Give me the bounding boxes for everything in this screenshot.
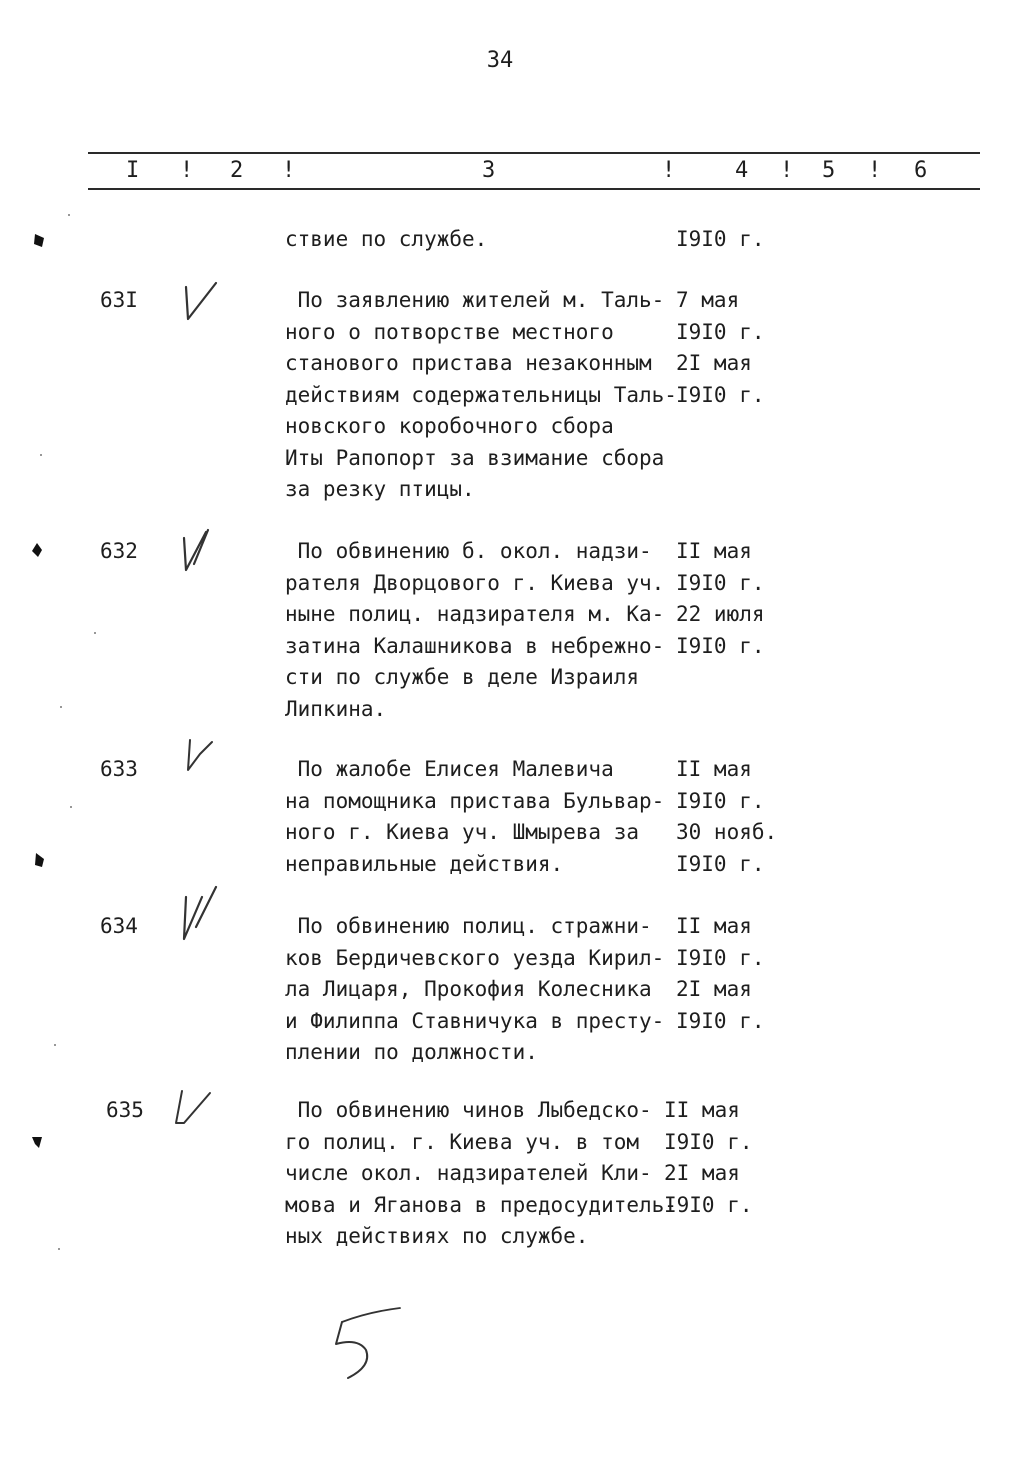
column-header-3: 3	[482, 158, 496, 183]
description-line: По обвинению б. окол. надзи-	[285, 539, 652, 563]
continuation-description	[285, 224, 685, 256]
file-number: 635	[106, 1098, 144, 1122]
description-line: рателя Дворцового г. Киева уч.	[285, 570, 665, 595]
date-line: 30 нояб.	[676, 820, 778, 844]
column-separator: !	[780, 158, 794, 183]
description-line: ных действиях по службе.	[285, 1224, 589, 1248]
page-number: 34	[486, 48, 514, 73]
file-dates	[676, 536, 765, 662]
date-line: I9I0 г.	[676, 319, 765, 344]
header-rule-bottom	[88, 188, 980, 190]
date-line: 7 мая	[676, 288, 740, 312]
date-line: I9I0 г.	[676, 570, 765, 595]
description-line: станового пристава незаконным	[285, 351, 652, 375]
check-mark-icon	[172, 524, 220, 576]
description-line: ствие по службе.	[285, 227, 488, 251]
date-line: I9I0 г.	[676, 382, 765, 407]
date-line: I9I0 г.	[676, 633, 765, 658]
description-line: По заявлению жителей м. Таль-	[285, 288, 665, 312]
description-line: неправильные действия.	[285, 851, 564, 876]
file-description	[285, 285, 685, 506]
file-dates	[676, 285, 765, 411]
description-line: го полиц. г. Киева уч. в том	[285, 1129, 640, 1154]
speck	[68, 214, 70, 216]
handwritten-number-icon	[328, 1304, 408, 1384]
description-line: и Филиппа Ставничука в престу-	[285, 1008, 665, 1033]
description-line: сти по службе в деле Израиля	[285, 665, 640, 689]
file-dates	[676, 911, 765, 1037]
column-header-4: 4	[735, 158, 749, 183]
description-line: мова и Яганова в предосудитель-	[285, 1192, 677, 1217]
punch-hole-icon	[32, 852, 46, 868]
description-line: ного о потворстве местного	[285, 319, 614, 344]
description-line: ла Лицаря, Прокофия Колесника	[285, 977, 652, 1001]
file-number: 633	[100, 757, 138, 781]
column-separator: !	[868, 158, 882, 183]
description-line: Липкина.	[285, 696, 387, 721]
speck	[54, 1044, 56, 1046]
column-separator: !	[180, 158, 194, 183]
punch-hole-icon	[30, 542, 44, 558]
speck	[70, 806, 72, 808]
file-number: 632	[100, 539, 138, 563]
speck	[94, 632, 96, 634]
date-line: II мая	[676, 914, 752, 938]
speck	[40, 454, 42, 456]
check-mark-icon	[172, 275, 220, 327]
date-line: II мая	[664, 1098, 740, 1122]
description-line: По жалобе Елисея Малевича	[285, 757, 614, 781]
description-line: за резку птицы.	[285, 477, 475, 501]
date-line: I9I0 г.	[676, 788, 765, 813]
description-line: числе окол. надзирателей Кли-	[285, 1161, 652, 1185]
file-description	[285, 1095, 685, 1253]
date-line: I9I0 г.	[676, 1008, 765, 1033]
date-line: I9I0 г.	[676, 851, 765, 876]
description-line: По обвинению чинов Лыбедско-	[285, 1098, 652, 1122]
column-header-1: I	[126, 158, 140, 183]
date-line: I9I0 г.	[664, 1129, 753, 1154]
description-line: затина Калашникова в небрежно-	[285, 633, 665, 658]
description-line: на помощника пристава Бульвар-	[285, 788, 665, 813]
description-line: ного г. Киева уч. Шмырева за	[285, 820, 640, 844]
date-line: I9I0 г.	[676, 945, 765, 970]
column-header-2: 2	[230, 158, 244, 183]
description-line: ныне полиц. надзирателя м. Ка-	[285, 602, 665, 626]
description-line: Иты Рапопорт за взимание сбора	[285, 445, 665, 470]
date-line: II мая	[676, 539, 752, 563]
date-line: I9I0 г.	[676, 227, 765, 251]
continuation-dates	[676, 224, 765, 256]
check-mark-icon	[172, 883, 220, 945]
date-line: 2I мая	[676, 351, 752, 375]
date-line: 2I мая	[676, 977, 752, 1001]
description-line: ков Бердичевского уезда Кирил-	[285, 945, 665, 970]
description-line: действиям содержательницы Таль-	[285, 382, 677, 407]
check-mark-icon	[166, 1083, 214, 1135]
date-line: I9I0 г.	[664, 1192, 753, 1217]
file-dates	[664, 1095, 753, 1221]
speck	[58, 1248, 60, 1250]
date-line: 2I мая	[664, 1161, 740, 1185]
description-line: По обвинению полиц. стражни-	[285, 914, 652, 938]
file-dates	[676, 754, 777, 880]
date-line: II мая	[676, 757, 752, 781]
punch-hole-icon	[30, 1134, 44, 1150]
file-number: 63I	[100, 288, 138, 312]
column-separator: !	[662, 158, 676, 183]
column-header-5: 5	[822, 158, 836, 183]
file-description	[285, 911, 685, 1069]
header-rule-top	[88, 152, 980, 154]
check-mark-icon	[172, 734, 220, 786]
description-line: новского коробочного сбора	[285, 414, 614, 438]
file-description	[285, 536, 685, 725]
file-number: 634	[100, 914, 138, 938]
file-description	[285, 754, 685, 880]
column-separator: !	[282, 158, 296, 183]
date-line: 22 июля	[676, 602, 765, 626]
description-line: плении по должности.	[285, 1040, 538, 1064]
column-header-6: 6	[914, 158, 928, 183]
punch-hole-icon	[32, 232, 46, 248]
speck	[60, 706, 62, 708]
